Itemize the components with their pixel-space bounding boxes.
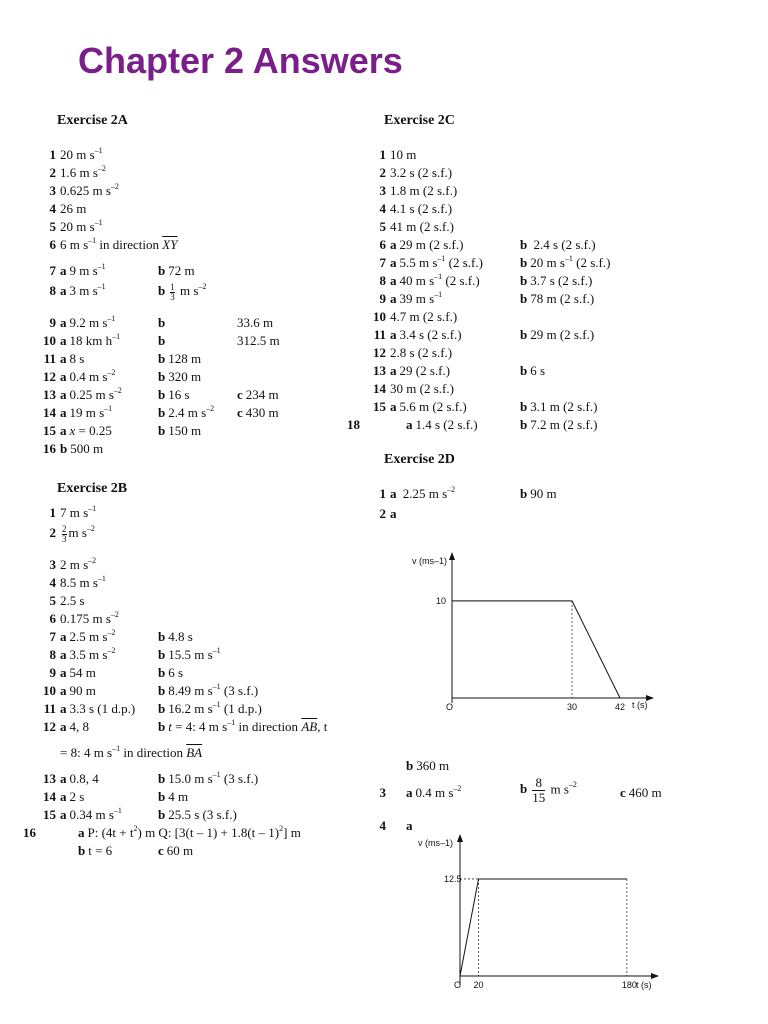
- answer-row: 15 a 0.34 m $s^{-1}$ b 25.5 s (3 s.f.): [43, 805, 237, 822]
- answer-row: 3 1.8 m (2 s.f.): [379, 183, 458, 198]
- vector-ba: $\overline{BA}$: [186, 745, 203, 760]
- answer-row: 13 a 29 (2 s.f.) b 6 s: [373, 363, 546, 378]
- answer-row: 15 a x = 0.25 b 150 m: [43, 423, 202, 438]
- answer-row: 10 a 90 m b 8.49 m $s^{-1}$ (3 s.f.): [43, 681, 259, 698]
- y-axis-label: v (ms–1): [418, 838, 454, 848]
- answer-row: 1 10 m: [379, 147, 417, 162]
- answer-row: 12 2.8 s (2 s.f.): [373, 345, 453, 360]
- answer-row: 6 6 m $s^{-1}$ in direction $\overline{XY}$: [49, 235, 178, 252]
- answer-row: 5 2.5 s: [49, 593, 85, 608]
- page-title: Chapter 2 Answers: [78, 40, 403, 81]
- answer-row: 3 2 m $s^{-2}$: [49, 555, 97, 572]
- x-axis-arrow: [651, 973, 659, 979]
- answer-row: 8 a 40 m $s^{-1}$ (2 s.f.) b 3.7 s (2 s.f.): [379, 271, 593, 288]
- answer-row: 10 a 18 km $h^{-1}$ b 312.5 m: [43, 331, 280, 348]
- answer-row: 4 a: [379, 818, 413, 833]
- answer-row: 14 a 2 s b 4 m: [43, 789, 189, 804]
- answer-row: 18 a 1.4 s (2 s.f.) b 7.2 m (2 s.f.): [347, 417, 598, 432]
- fraction: $\frac{2}{3}$: [62, 523, 67, 544]
- answer-row: 2 a: [379, 506, 397, 521]
- fraction: $\frac{1}{3}$: [170, 281, 175, 302]
- x-tick-label: O: [446, 702, 454, 712]
- answer-row-continued: b 360 m: [406, 758, 450, 773]
- exercise-2a-heading: Exercise 2A: [57, 113, 128, 128]
- y-axis-arrow: [457, 834, 463, 842]
- x-tick-label: 20: [473, 980, 484, 990]
- exercise-2b-heading: Exercise 2B: [57, 481, 128, 496]
- velocity-time-graph-q2: [400, 548, 660, 718]
- answer-row: 4 4.1 s (2 s.f.): [379, 201, 453, 216]
- answer-row: 12 a 4, 8 b t = 4: 4 m $s^{-1}$ in direction $\overline{AB}$, t: [43, 717, 328, 734]
- x-tick-label: 180: [621, 980, 637, 990]
- y-axis-arrow: [449, 552, 455, 560]
- answer-row: 13 a 0.25 m $s^{-2}$ b 16 s c 234 m: [43, 385, 279, 402]
- answer-row: 7 a 5.5 m $s^{-1}$ (2 s.f.) b 20 m $s^{-1}$ (2 s.f.): [379, 253, 611, 270]
- answer-row: 16 b 500 m: [43, 441, 104, 456]
- answer-row: 7 a 2.5 m $s^{-2}$ b 4.8 s: [49, 627, 193, 644]
- answer-row: 6 0.175 m $s^{-2}$: [49, 609, 119, 626]
- x-tick-label: 42: [615, 702, 626, 712]
- answer-row: 13 a 0.8, 4 b 15.0 m $s^{-1}$ (3 s.f.): [43, 769, 259, 786]
- x-axis-label: t (s): [636, 980, 652, 990]
- x-axis-label: t (s): [632, 700, 648, 710]
- answer-row: 11 a 3.4 s (2 s.f.) b 29 m (2 s.f.): [373, 327, 595, 342]
- y-tick-label: 10: [436, 595, 447, 606]
- answer-row: 6 a 29 m (2 s.f.) b 2.4 s (2 s.f.): [379, 237, 596, 252]
- answer-row-continued: b t = 6 c 60 m: [78, 843, 194, 858]
- fraction: $\frac{8}{15}$: [532, 775, 546, 805]
- answer-row: 11 a 3.3 s (1 d.p.) b 16.2 m $s^{-1}$ (1 d.p.): [43, 699, 262, 716]
- answer-row: 9 a 54 m b 6 s: [49, 665, 184, 680]
- answer-row: 4 8.5 m $s^{-1}$: [49, 573, 106, 590]
- answer-row: 12 a 0.4 m $s^{-2}$ b 320 m: [43, 367, 202, 384]
- answer-row: 4 26 m: [49, 201, 87, 216]
- answer-row: 14 30 m (2 s.f.): [373, 381, 454, 396]
- velocity-line: [460, 879, 627, 976]
- answer-row: 1 a 2.25 m $s^{-2}$ b 90 m: [379, 484, 557, 501]
- vector-xy: $\overline{XY}$: [162, 237, 178, 252]
- answer-row: 15 a 5.6 m (2 s.f.) b 3.1 m (2 s.f.): [373, 399, 598, 414]
- answer-row: 5 20 m $s^{-1}$: [49, 217, 103, 234]
- exercise-2d-heading: Exercise 2D: [384, 452, 455, 467]
- answer-row: 2 3.2 s (2 s.f.): [379, 165, 453, 180]
- answer-row: 10 4.7 m (2 s.f.): [373, 309, 458, 324]
- exercise-2c-heading: Exercise 2C: [384, 113, 455, 128]
- answer-row: 2 $\frac{2}{3}$ m $s^{-2}$: [49, 523, 95, 544]
- x-tick-label: O: [454, 980, 462, 990]
- answer-row: 16 a P: $(4t + t^2)$ m Q: [3(t – 1) + 1.8(t – 1)$^2$] m: [23, 823, 301, 840]
- vector-ab: $\overline{AB}$: [301, 719, 318, 734]
- answer-row: 8 a 3.5 m $s^{-2}$ b 15.5 m $s^{-1}$: [49, 645, 221, 662]
- answer-row: 14 a 19 m $s^{-1}$ b 2.4 m $s^{-2}$ c 430 m: [43, 403, 279, 420]
- answer-row: 3 a 0.4 m $s^{-2}$ b $\frac{8}{15}$ m $s^{-2}$ c 460 m: [379, 775, 662, 805]
- answer-row: 9 a 9.2 m $s^{-1}$ b 33.6 m: [49, 313, 274, 330]
- y-axis-label: v (ms–1): [412, 556, 448, 566]
- answer-row: 1 20 m $s^{-1}$: [49, 145, 103, 162]
- x-tick-label: 30: [567, 702, 578, 712]
- answer-row: 9 a 39 m $s^{-1}$ b 78 m (2 s.f.): [379, 289, 595, 306]
- answer-row: 7 a 9 m $s^{-1}$ b 72 m: [49, 261, 195, 278]
- velocity-time-graph-q4: [410, 830, 670, 1000]
- answer-row: 2 1.6 m $s^{-2}$: [49, 163, 106, 180]
- answer-row: 11 a 8 s b 128 m: [43, 351, 202, 366]
- answer-row: 8 a 3 m $s^{-1}$ b $\frac{1}{3}$ m $s^{-2}$: [49, 281, 207, 302]
- answer-row: 1 7 m $s^{-1}$: [49, 503, 97, 520]
- y-tick-label: 12.5: [444, 873, 462, 884]
- velocity-line: [452, 601, 620, 698]
- answer-row: 3 0.625 m $s^{-2}$: [49, 181, 119, 198]
- answer-row: 5 41 m (2 s.f.): [379, 219, 454, 234]
- answer-row-continued: = 8: 4 m $s^{-1}$ in direction $\overline{BA}$: [60, 743, 203, 760]
